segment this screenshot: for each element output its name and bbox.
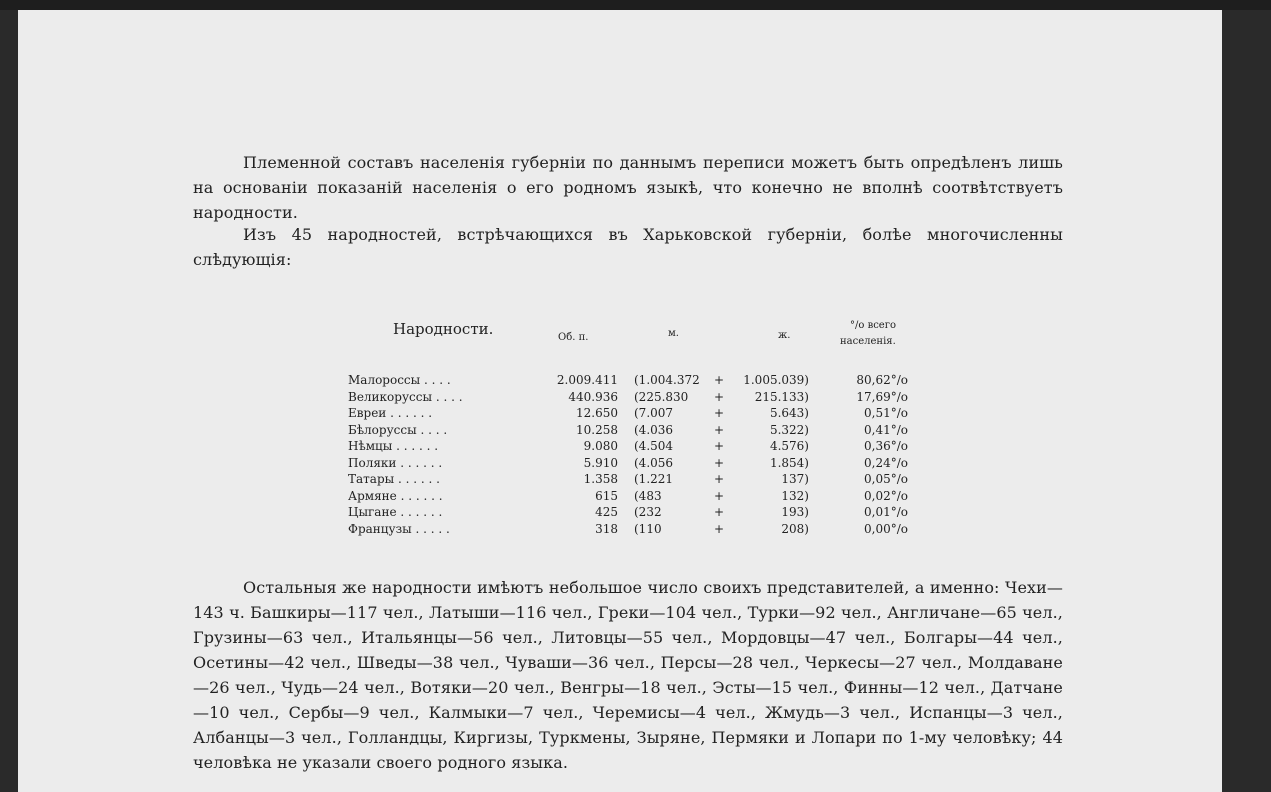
nationality-cell: Татары . . . . . . — [348, 472, 440, 486]
nationality-cell: Поляки . . . . . . — [348, 455, 443, 470]
percent-cell: 0,51°/о — [864, 406, 908, 420]
nationality-cell: Малороссы . . . . — [348, 373, 451, 387]
percent-cell: 0,41°/о — [864, 422, 908, 437]
female-cell: 132) — [781, 488, 809, 503]
table-row — [348, 438, 928, 454]
male-cell: (4.036 — [634, 422, 674, 437]
nationality-cell: Цыгане . . . . . . — [348, 505, 443, 519]
table-row — [348, 455, 928, 471]
table-row — [348, 471, 928, 487]
header-pct-line1: °/о всего — [850, 320, 896, 331]
female-cell: 208) — [781, 521, 809, 536]
nationality-cell: Нѣмцы . . . . . . — [348, 439, 439, 453]
scanned-page — [18, 10, 1222, 792]
percent-cell: 0,05°/о — [864, 472, 908, 486]
male-cell: (110 — [634, 521, 662, 536]
plus-sign: + — [713, 488, 725, 503]
nationality-cell: Евреи . . . . . . — [348, 406, 433, 420]
plus-sign: + — [713, 521, 725, 536]
total-cell: 1.358 — [583, 472, 618, 486]
intro-paragraph — [193, 150, 1063, 225]
top-dark-strip — [0, 0, 1271, 10]
female-cell: 137) — [781, 472, 809, 486]
header-pct-line2: населенія. — [840, 336, 896, 347]
header-male: м. — [668, 328, 679, 339]
nationality-cell: Великоруссы . . . . — [348, 389, 463, 404]
nationality-cell: Французы . . . . . — [348, 521, 450, 536]
male-cell: (4.504 — [634, 439, 674, 453]
lead-text: Изъ 45 народностей, встрѣчающихся въ Харьковской губерніи, болѣе многочисленны слѣдующія: — [193, 225, 1063, 269]
percent-cell: 17,69°/о — [856, 389, 908, 404]
male-cell: (483 — [634, 488, 662, 503]
male-cell: (232 — [634, 505, 662, 519]
female-cell: 215.133) — [754, 389, 809, 404]
plus-sign: + — [713, 389, 725, 404]
female-cell: 1.854) — [769, 455, 809, 470]
total-cell: 2.009.411 — [556, 373, 618, 387]
total-cell: 440.936 — [568, 389, 618, 404]
male-cell: (7.007 — [634, 406, 674, 420]
rest-text: Остальныя же народности имѣютъ небольшое число своихъ представителей, а именно: Чехи—143 ч. Башкиры—117 чел., Латыши—116 чел., Греки—104 чел., Турки—92 чел., Англичане—65 чел., Грузины—63 чел., Итальянцы—56 чел., Литовцы—55 чел., Мордовцы—47 чел., Болгары—44 чел., Осетины—42 чел., Шведы—38 чел., Чуваши—36 чел., Персы—28 чел., Черкесы—27 чел., Молдаване—26 чел., Чудь—24 чел., Вотяки—20 чел., Венгры—18 чел., Эсты—15 чел., Финны—12 чел., Датчане—10 чел., Сербы—9 чел., Калмыки—7 чел., Черемисы—4 чел., Жмудь—3 чел., Испанцы—3 чел., Албанцы—3 чел., Голландцы, Киргизы, Туркмены, Зыряне, Пермяки и Лопари по 1-му человѣку; 44 человѣка не указали своего родного языка. — [193, 578, 1063, 772]
plus-sign: + — [713, 406, 725, 420]
table-row — [348, 422, 928, 438]
female-cell: 4.576) — [769, 439, 809, 453]
percent-cell: 0,36°/о — [864, 439, 908, 453]
total-cell: 615 — [595, 488, 618, 503]
rest-paragraph — [193, 575, 1063, 775]
total-cell: 318 — [595, 521, 618, 536]
total-cell: 9.080 — [583, 439, 618, 453]
female-cell: 1.005.039) — [743, 373, 809, 387]
female-cell: 5.322) — [769, 422, 809, 437]
total-cell: 5.910 — [583, 455, 618, 470]
table-row — [348, 488, 928, 504]
male-cell: (225.830 — [634, 389, 689, 404]
male-cell: (4.056 — [634, 455, 674, 470]
table-row — [348, 372, 928, 388]
plus-sign: + — [713, 373, 725, 387]
total-cell: 12.650 — [576, 406, 618, 420]
male-cell: (1.221 — [634, 472, 674, 486]
total-cell: 425 — [595, 505, 618, 519]
plus-sign: + — [713, 472, 725, 486]
plus-sign: + — [713, 439, 725, 453]
header-nationality: Народности. — [393, 320, 494, 338]
nationality-cell: Бѣлоруссы . . . . — [348, 422, 448, 437]
header-total: Об. п. — [558, 332, 589, 343]
female-cell: 193) — [781, 505, 809, 519]
male-cell: (1.004.372 — [634, 373, 700, 387]
table-row — [348, 389, 928, 405]
plus-sign: + — [713, 505, 725, 519]
female-cell: 5.643) — [769, 406, 809, 420]
total-cell: 10.258 — [576, 422, 618, 437]
table-row — [348, 405, 928, 421]
plus-sign: + — [713, 422, 725, 437]
nationality-cell: Армяне . . . . . . — [348, 488, 443, 503]
table-row — [348, 504, 928, 520]
table-row — [348, 521, 928, 537]
intro-text: Племенной составъ населенія губерніи по даннымъ переписи можетъ быть опредѣленъ лишь на основаніи показаній населенія о его родномъ языкѣ, что конечно не вполнѣ соотвѣтствуетъ народности. — [193, 153, 1063, 222]
percent-cell: 0,02°/о — [864, 488, 908, 503]
lead-paragraph — [193, 222, 1063, 272]
percent-cell: 0,24°/о — [864, 455, 908, 470]
percent-cell: 0,01°/о — [864, 505, 908, 519]
percent-cell: 0,00°/о — [864, 521, 908, 536]
header-female: ж. — [778, 330, 791, 341]
plus-sign: + — [713, 455, 725, 470]
percent-cell: 80,62°/о — [856, 373, 908, 387]
